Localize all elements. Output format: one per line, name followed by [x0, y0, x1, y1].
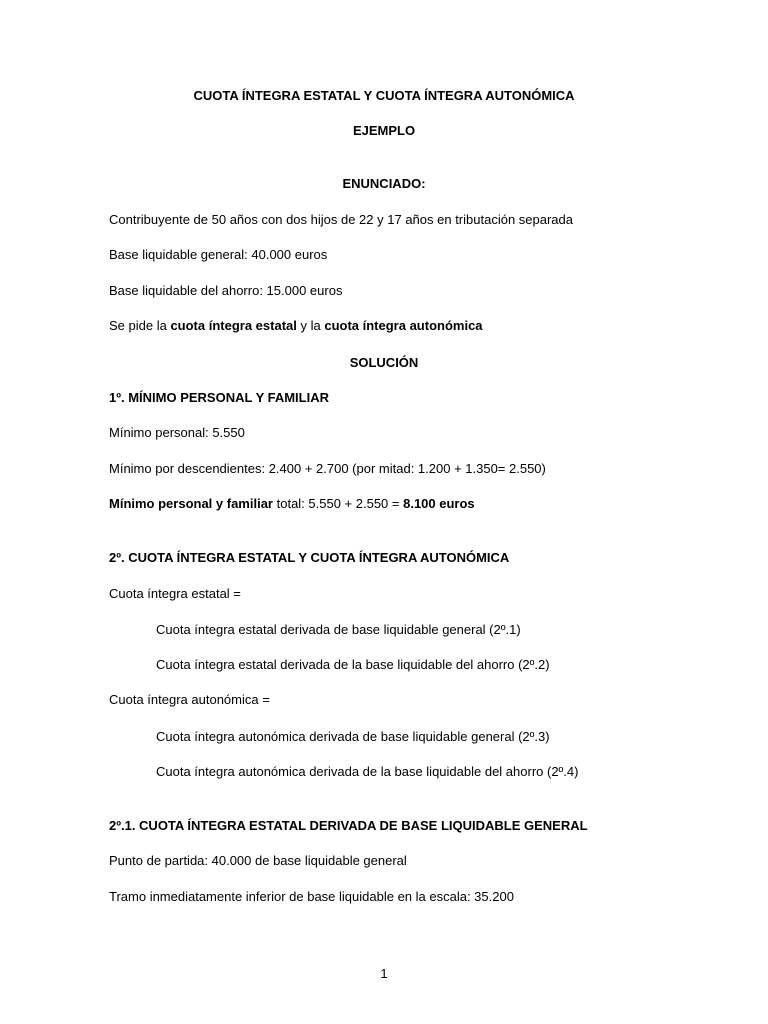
section-2-heading: 2º. CUOTA ÍNTEGRA ESTATAL Y CUOTA ÍNTEGRA AUTONÓMICA — [109, 550, 510, 565]
solution-heading: SOLUCIÓN — [349, 355, 419, 370]
section-2-estatal-item-1: Cuota íntegra estatal derivada de base liquidable general (2º.1) — [156, 622, 521, 637]
statement-line-4 — [109, 318, 483, 334]
section-2-estatal-item-2: Cuota íntegra estatal derivada de la base liquidable del ahorro (2º.2) — [156, 657, 550, 672]
statement-line-4-text-c: y la — [296, 318, 325, 333]
section-2-autonomica-item-2: Cuota íntegra autonómica derivada de la base liquidable del ahorro (2º.4) — [156, 764, 579, 779]
section-1-heading: 1º. MÍNIMO PERSONAL Y FAMILIAR — [109, 390, 329, 405]
section-2-autonomica-item-1: Cuota íntegra autonómica derivada de base liquidable general (2º.3) — [156, 729, 550, 744]
statement-line-2: Base liquidable general: 40.000 euros — [109, 247, 328, 262]
document-title: CUOTA ÍNTEGRA ESTATAL Y CUOTA ÍNTEGRA AUTONÓMICA — [193, 88, 575, 103]
statement-line-4-bold-autonomica: cuota íntegra autonómica — [324, 318, 483, 333]
section-2-autonomica: Cuota íntegra autonómica = — [109, 692, 270, 707]
section-1-line-1: Mínimo personal: 5.550 — [109, 425, 245, 440]
section-2-1-heading: 2º.1. CUOTA ÍNTEGRA ESTATAL DERIVADA DE BASE LIQUIDABLE GENERAL — [109, 818, 588, 833]
section-1-total — [109, 496, 475, 512]
statement-line-4-bold-estatal: cuota íntegra estatal — [170, 318, 297, 333]
page-number: 1 — [380, 966, 388, 981]
section-2-1-line-2: Tramo inmediatamente inferior de base liquidable en la escala: 35.200 — [109, 889, 514, 904]
section-1-total-value: 8.100 euros — [403, 496, 475, 511]
section-1-total-formula: total: 5.550 + 2.550 = — [273, 496, 404, 511]
document-subtitle: EJEMPLO — [352, 123, 416, 138]
statement-heading: ENUNCIADO: — [342, 176, 426, 191]
section-2-estatal: Cuota íntegra estatal = — [109, 586, 241, 601]
statement-line-1: Contribuyente de 50 años con dos hijos de 22 y 17 años en tributación separada — [109, 212, 573, 227]
section-2-1-line-1: Punto de partida: 40.000 de base liquidable general — [109, 853, 407, 868]
statement-line-3: Base liquidable del ahorro: 15.000 euros — [109, 283, 343, 298]
section-1-total-label: Mínimo personal y familiar — [109, 496, 273, 511]
section-1-line-2: Mínimo por descendientes: 2.400 + 2.700 (por mitad: 1.200 + 1.350= 2.550) — [109, 461, 546, 476]
statement-line-4-text-a: Se pide la — [109, 318, 171, 333]
